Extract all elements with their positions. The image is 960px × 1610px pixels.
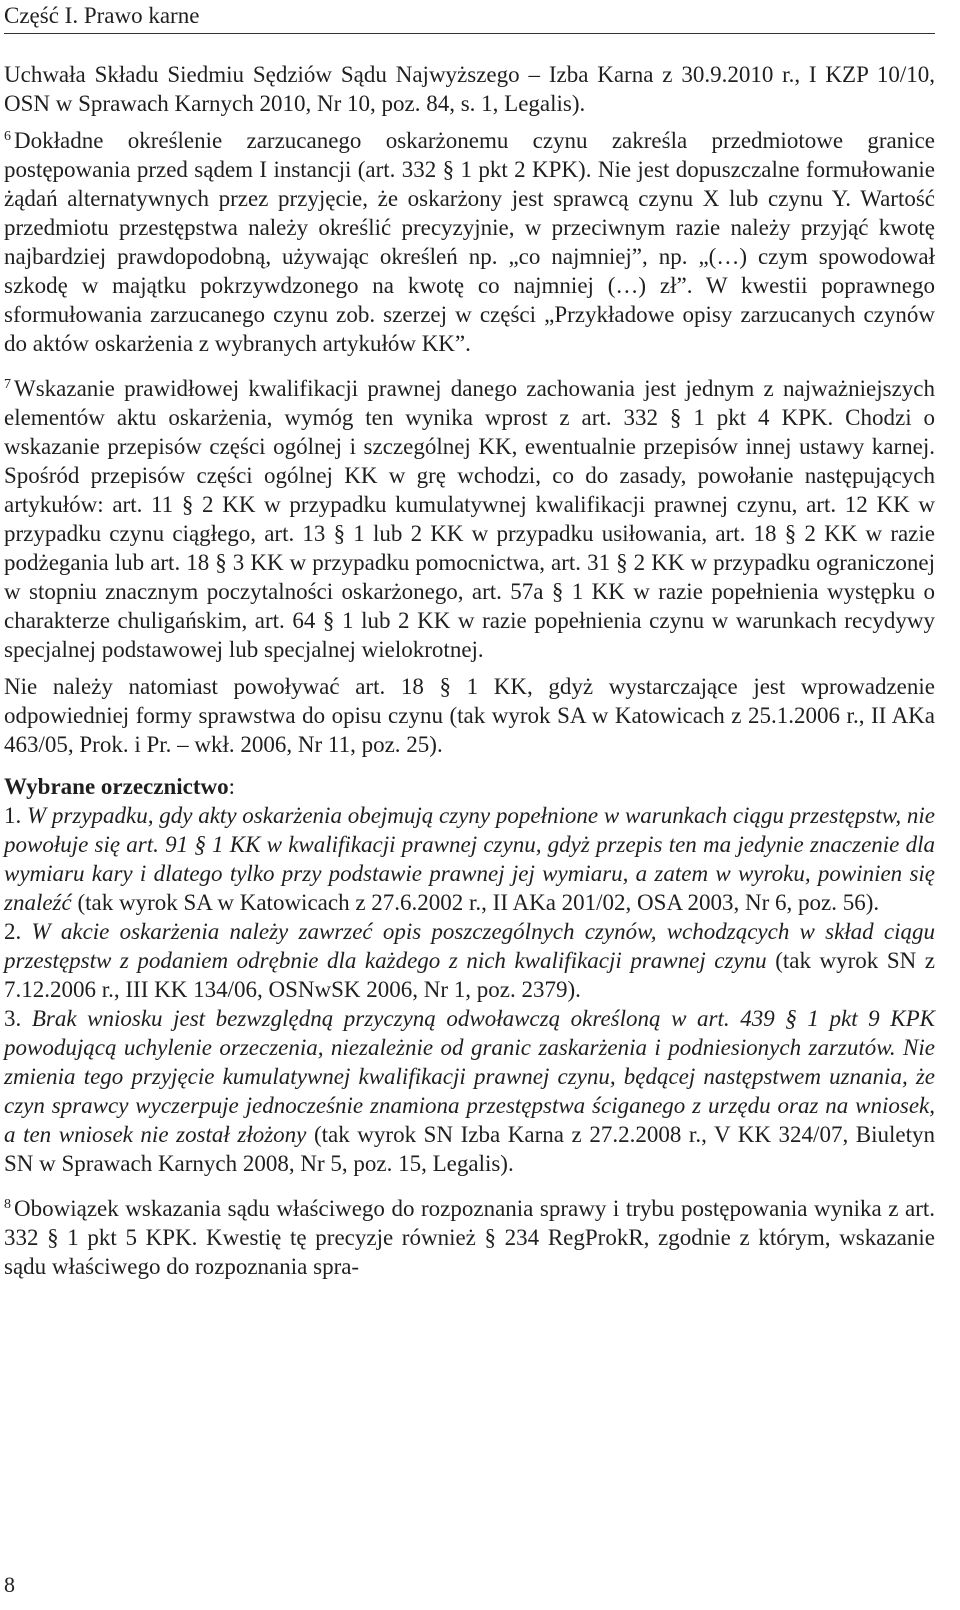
case-law-heading [4,772,935,801]
case-holding: W akcie oskarżenia należy zawrzeć opis poszczególnych czynów, wchodzących w skład ciągu przestępstw z podaniem odrębnie dla każdego z nich kwalifikacji prawnej czynu [4,919,936,973]
running-head: Część I. Prawo karne [4,0,935,34]
case-citation: (tak wyrok SA w Katowicach z 27.6.2002 r., II AKa 201/02, OSA 2003, Nr 6, poz. 56). [71,890,880,915]
case-holding: Brak wniosku jest bezwzględną przyczyną odwoławczą określoną w art. 439 § 1 pkt 9 KPK powodującą uchylenie orzeczenia, niezależnie od granic zaskarżenia i podniesionych zarzutów. Nie zmienia tego przyjęcie kumulatywnej kwalifikacji prawnej czynu, będącej następstwem uznania, że czyn sprawcy wyczerpuje jednocześnie znamiona przestępstwa ściganego z urzędu oraz na wniosek, a ten wniosek nie został złożony [4,1006,935,1147]
case-law-heading-colon: : [228,774,235,799]
document-page [4,0,935,1281]
case-law-item [4,917,935,1004]
footnote-text: Wskazanie prawidłowej kwalifikacji prawnej danego zachowania jest jednym z najważniejszych elementów aktu oskarżenia, wymóg ten wynika wprost z art. 332 § 1 pkt 4 KPK. Chodzi o wskazanie przepisów części ogólnej i szczególnej KK, ewentualnie przepisów innej ustawy karnej. Spośród przepisów części ogólnej KK w grę wchodzi, co do zasady, powołanie następujących artykułów: art. 11 § 2 KK w przypadku kumulatywnej kwalifikacji prawnej czynu, art. 12 KK w przypadku czynu ciągłego, art. 13 § 1 lub 2 KK w przypadku usiłowania, art. 18 § 2 KK w razie podżegania lub art. 18 § 3 KK w przypadku pomocnictwa, art. 31 § 2 KK w przypadku ograniczonej w stopniu znacznym poczytalności oskarżonego, art. 57a § 1 KK w razie popełnienia występku o charakterze chuligańskim, art. 64 § 1 lub 2 KK w razie popełnienia czynu w warunkach recydywy specjalnej podstawowej lub specjalnej wielokrotnej. [4,376,935,662]
case-number: 1. [4,803,22,828]
footnote-8 [4,1194,935,1281]
case-number: 3. [4,1006,22,1031]
case-citation: (tak wyrok SN Izba Karna z 27.2.2008 r., V KK 324/07, Biuletyn SN w Sprawach Karnych 2008, Nr 5, poz. 15, Legalis). [4,1122,935,1176]
case-law-heading-text: Wybrane orzecznictwo [4,774,229,799]
footnote-7-continuation: Nie należy natomiast powoływać art. 18 § 1 KK, gdyż wystarczające jest wprowadzenie odpowiedniej formy sprawstwa do opisu czynu (tak wyrok SA w Katowicach z 25.1.2006 r., II AKa 463/05, Prok. i Pr. – wkł. 2006, Nr 11, poz. 25). [4,674,935,757]
footnote-7 [4,374,935,664]
footnote-text: Dokładne określenie zarzucanego oskarżonemu czynu zakreśla przedmiotowe granice postępowania przed sądem I instancji (art. 332 § 1 pkt 2 KPK). Nie jest dopuszczalne formułowanie żądań alternatywnych przez przyjęcie, że oskarżony jest sprawcą czynu X lub czynu Y. Wartość przedmiotu przestępstwa należy określić precyzyjnie, w przeciwnym razie należy przyjąć kwotę najbardziej prawdopodobną, używając określeń np. „co najmniej”, np. „(…) czym spowodował szkodę w majątku pokrzywdzonego na kwotę co najmniej (…) zł”. W kwestii poprawnego sformułowania zarzucanego czynu zob. szerzej w części „Przykładowe opisy zarzucanych czynów do aktów oskarżenia z wybranych artykułów KK”. [4,128,935,356]
case-holding: W przypadku, gdy akty oskarżenia obejmują czyny popełnione w warunkach ciągu przestępstw, nie powołuje się art. 91 § 1 KK w kwalifikacji prawnej czynu, gdyż przepis ten ma jedynie znaczenie dla wymiaru kary i dlatego tylko przy podstawie prawnej jej wymiaru, a zatem w wyroku, powinien się znaleźć [4,803,936,915]
case-law-item [4,1004,935,1178]
case-law-item [4,801,935,917]
footnote-text: Obowiązek wskazania sądu właściwego do rozpoznania sprawy i trybu postępowania wynika z art. 332 § 1 pkt 5 KPK. Kwestię tę precyzje również § 234 RegProkR, zgodnie z którym, wskazanie sądu właściwego do rozpoznania spra- [4,1196,935,1279]
footnote-number: 6 [4,129,11,144]
footnote-6 [4,126,935,358]
footnote-continuation: Uchwała Składu Siedmiu Sędziów Sądu Najwyższego – Izba Karna z 30.9.2010 r., I KZP 10/10, OSN w Sprawach Karnych 2010, Nr 10, poz. 84, s. 1, Legalis). [4,62,935,116]
footnote-number: 8 [4,1197,11,1212]
footnote-number: 7 [4,377,11,392]
case-number: 2. [4,919,22,944]
case-citation: (tak wyrok SN z 7.12.2006 r., III KK 134/06, OSNwSK 2006, Nr 1, poz. 2379). [4,948,935,1002]
page-number: 8 [4,1572,15,1597]
